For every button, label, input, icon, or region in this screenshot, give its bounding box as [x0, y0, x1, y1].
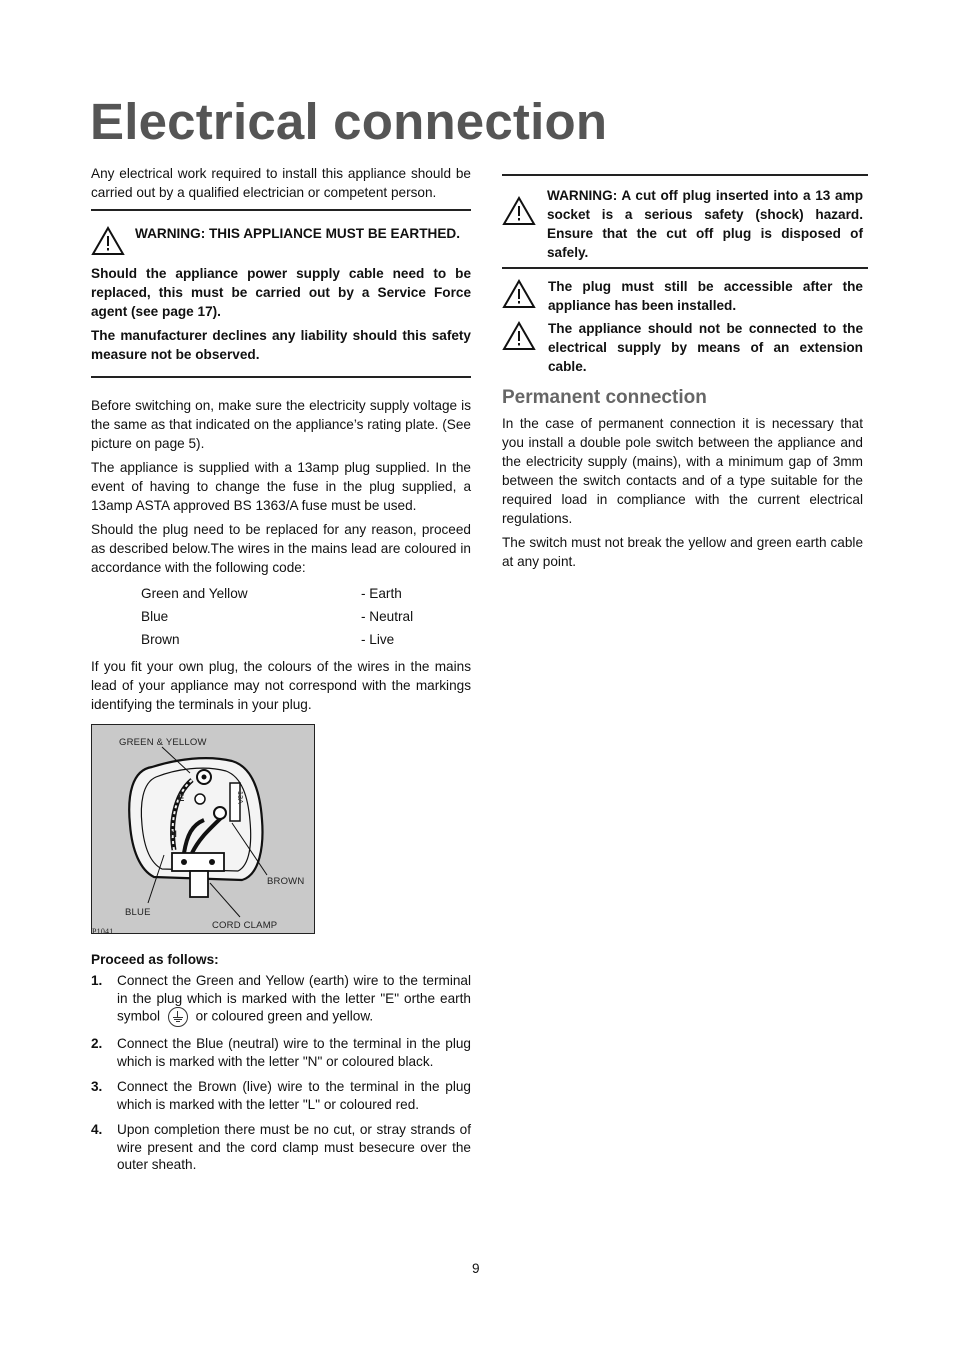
right-column	[502, 174, 868, 576]
label-green-yellow: GREEN & YELLOW	[119, 737, 207, 748]
intro-paragraph: Any electrical work required to install this appliance should be carried out by a qualified electrician or competent person.	[91, 166, 471, 200]
warning-cut-plug	[502, 186, 868, 262]
own-plug-paragraph: If you fit your own plug, the colours of the wires in the mains lead of your appliance may not correspond with the markings identifying the terminals in your plug.	[91, 659, 471, 712]
wire-colour: Green and Yellow	[141, 586, 248, 601]
label-fuse: 13A	[236, 791, 243, 805]
page-title: Electrical connection	[90, 93, 608, 150]
wire-colour: Brown	[141, 632, 180, 647]
plug-illustration	[92, 725, 314, 933]
wire-function: - Neutral	[361, 609, 414, 624]
divider	[502, 267, 868, 269]
wire-function: - Live	[361, 632, 395, 647]
proceed-heading: Proceed as follows:	[91, 952, 219, 967]
label-terminal-e: E	[178, 793, 185, 804]
label-cord-clamp: CORD CLAMP	[212, 920, 278, 931]
wire-code-row	[141, 605, 471, 628]
voltage-paragraph: Before switching on, make sure the electricity supply voltage is the same as that indicated on the appliance’s rating plate. (See picture on page 5).	[91, 398, 471, 451]
warning-triangle-icon	[502, 196, 536, 226]
warning-triangle-icon	[91, 226, 125, 256]
list-item	[91, 1078, 471, 1113]
divider	[91, 376, 471, 378]
liability-text: The manufacturer declines any liability should this safety measure not be observed.	[91, 328, 471, 362]
warning-earthed	[91, 224, 471, 256]
warning-plug-accessible	[502, 277, 868, 315]
warning-cut-plug-text: WARNING: A cut off plug inserted into a 13 amp socket is a serious safety (shock) hazard. Ensure that the cut off plug is disposed of safely.	[547, 188, 863, 260]
permanent-connection-heading: Permanent connection	[502, 387, 707, 408]
label-terminal-n: N	[170, 829, 178, 840]
label-blue: BLUE	[125, 907, 151, 918]
step-text	[117, 972, 471, 1027]
plug-wiring-diagram	[91, 724, 315, 934]
figure-code: P1041	[92, 927, 114, 936]
step-number: 4.	[91, 1122, 103, 1137]
wire-colour: Blue	[141, 609, 169, 624]
step-text: Connect the Blue (neutral) wire to the terminal in the plug which is marked with the letter "N" or coloured black.	[117, 1036, 471, 1069]
warning-earthed-text: WARNING: THIS APPLIANCE MUST BE EARTHED.	[135, 226, 460, 241]
step-text-part: or coloured green and yellow.	[195, 1008, 374, 1024]
step-text: Connect the Brown (live) wire to the terminal in the plug which is marked with the letter "L" or coloured red.	[117, 1079, 471, 1112]
earth-symbol-icon	[168, 1007, 188, 1027]
plug-accessible-text: The plug must still be accessible after the appliance has been installed.	[548, 279, 863, 313]
wire-function: - Earth	[361, 586, 402, 601]
step-number: 1.	[91, 973, 103, 988]
permanent-connection-paragraph: In the case of permanent connection it is necessary that you install a double pole switch between the appliance and the electricity supply (mains), with a minimum gap of 3mm between the switch contacts and of a type suitable for the required load in compliance with the current electrical regulations.	[502, 416, 863, 526]
step-text: Upon completion there must be no cut, or stray strands of wire present and the cord clamp must besecure over the outer sheath.	[117, 1122, 471, 1172]
cable-replace-text: Should the appliance power supply cable need to be replaced, this must be carried out by a Service Force agent (see page 17).	[91, 266, 471, 319]
label-brown: BROWN	[267, 876, 305, 887]
wire-code-row	[141, 628, 471, 651]
wire-code-table	[141, 582, 471, 651]
steps-list	[91, 972, 471, 1174]
switch-paragraph: The switch must not break the yellow and green earth cable at any point.	[502, 535, 863, 569]
divider	[502, 174, 868, 176]
plug-replace-paragraph: Should the plug need to be replaced for any reason, proceed as described below.The wires in the mains lead are coloured in accordance with the following code:	[91, 522, 471, 575]
plug-supplied-paragraph: The appliance is supplied with a 13amp plug supplied. In the event of having to change the fuse in the plug supplied, a 13amp ASTA approved BS 1363/A fuse must be used.	[91, 460, 471, 513]
warning-triangle-icon	[502, 321, 536, 351]
warning-no-extension	[502, 319, 868, 376]
divider	[91, 209, 471, 211]
step-number: 3.	[91, 1079, 103, 1094]
page-number: 9	[472, 1261, 480, 1276]
list-item	[91, 1121, 471, 1174]
step-text-part: Connect the Green and Yellow (earth) wire to the terminal in the plug which is marked with the letter "E" orthe earth symbol	[117, 973, 471, 1024]
left-column	[91, 164, 471, 1182]
step-number: 2.	[91, 1036, 103, 1051]
warning-triangle-icon	[502, 279, 536, 309]
no-extension-text: The appliance should not be connected to the electrical supply by means of an extension cable.	[548, 321, 863, 374]
list-item	[91, 1035, 471, 1070]
wire-code-row	[141, 582, 471, 605]
list-item	[91, 972, 471, 1027]
